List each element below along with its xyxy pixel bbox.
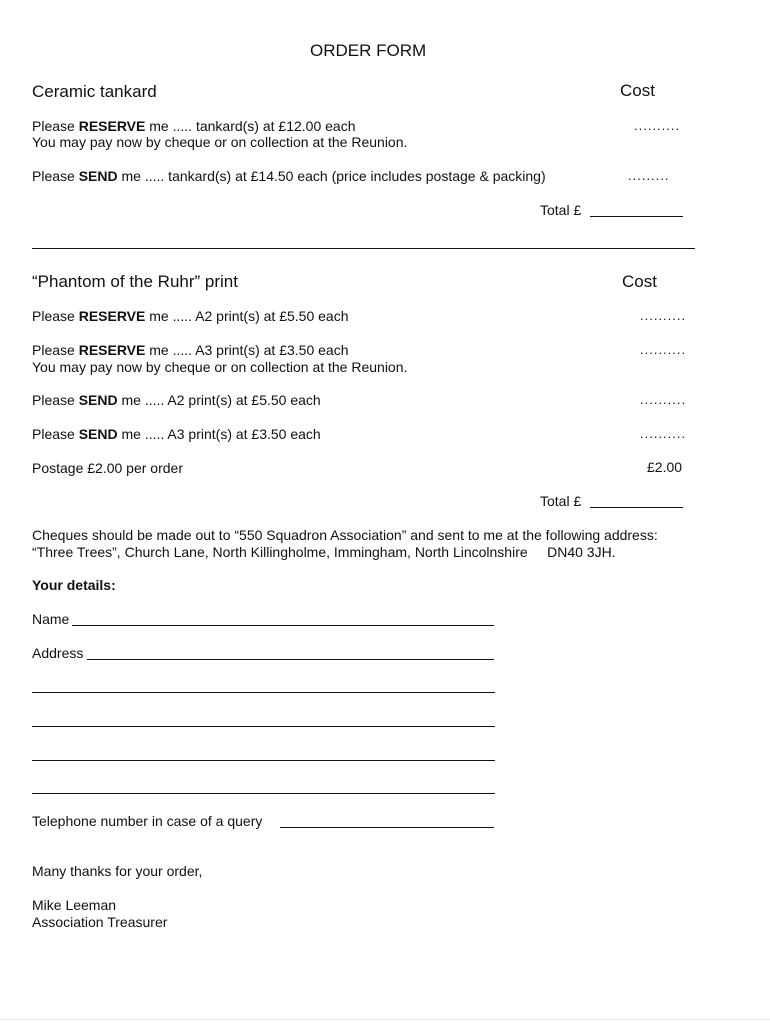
page-edge	[0, 1019, 770, 1020]
tankard-reserve-cost-field[interactable]: ..........	[634, 118, 681, 133]
tankard-send-pre: Please	[32, 168, 79, 184]
print-send-a3-line	[32, 426, 321, 443]
cheques-address: “Three Trees”, Church Lane, North Killingholme, Immingham, North Lincolnshire DN40 3JH.	[32, 544, 616, 560]
address-field[interactable]	[87, 659, 494, 660]
signatory-role: Association Treasurer	[32, 914, 168, 930]
print-send-a2-line	[32, 392, 321, 409]
tankard-send-line	[32, 168, 546, 185]
postage-cost: £2.00	[647, 459, 683, 475]
print-reserve-a2-cost-field[interactable]: ..........	[640, 308, 687, 323]
print-send-a2-post: me ..... A2 print(s) at £5.50 each	[117, 392, 321, 408]
print-send-a3-pre: Please	[32, 426, 79, 442]
print-reserve-a2-pre: Please	[32, 308, 79, 324]
address-line-2[interactable]	[32, 692, 495, 693]
tankard-reserve-pre: Please	[32, 118, 79, 134]
tankard-cost-header: Cost	[620, 81, 655, 100]
cheques-instruction: Cheques should be made out to “550 Squadron Association” and sent to me at the following address:	[32, 527, 658, 543]
name-field[interactable]	[72, 625, 494, 626]
print-total-label: Total £	[540, 493, 582, 509]
tankard-send-cost-field[interactable]: .........	[628, 168, 670, 183]
print-reserve-a3-post: me ..... A3 print(s) at £3.50 each	[145, 342, 349, 358]
details-heading	[32, 577, 116, 594]
tankard-reserve-line	[32, 118, 355, 135]
closing-thanks: Many thanks for your order,	[32, 863, 203, 879]
postage-label: Postage £2.00 per order	[32, 460, 183, 476]
print-send-a3-post: me ..... A3 print(s) at £3.50 each	[117, 426, 321, 442]
phone-label: Telephone number in case of a query	[32, 813, 263, 829]
signatory-name: Mike Leeman	[32, 897, 117, 913]
print-reserve-a3-line	[32, 342, 348, 359]
address-line-5[interactable]	[32, 793, 495, 794]
print-send-a2-pre: Please	[32, 392, 79, 408]
print-reserve-a3-keyword: RESERVE	[78, 342, 146, 358]
print-reserve-a3-cost-field[interactable]: ..........	[640, 342, 687, 357]
page-title: ORDER FORM	[310, 41, 427, 60]
details-heading-text: Your details:	[32, 577, 116, 593]
print-reserve-a3-note: You may pay now by cheque or on collection at the Reunion.	[32, 359, 408, 375]
tankard-send-post: me ..... tankard(s) at £14.50 each (price includes postage & packing)	[117, 168, 546, 184]
print-heading: “Phantom of the Ruhr” print	[32, 272, 238, 291]
print-cost-header: Cost	[622, 272, 657, 291]
tankard-total-field[interactable]	[590, 216, 683, 217]
section-divider	[32, 248, 695, 249]
tankard-send-keyword: SEND	[78, 168, 118, 184]
tankard-total-label: Total £	[540, 202, 582, 218]
print-reserve-a2-line	[32, 308, 348, 325]
tankard-heading: Ceramic tankard	[32, 82, 157, 101]
print-reserve-a3-pre: Please	[32, 342, 79, 358]
address-line-4[interactable]	[32, 760, 495, 761]
print-reserve-a2-keyword: RESERVE	[78, 308, 146, 324]
print-send-a2-keyword: SEND	[78, 392, 118, 408]
tankard-reserve-post: me ..... tankard(s) at £12.00 each	[145, 118, 356, 134]
print-reserve-a2-post: me ..... A2 print(s) at £5.50 each	[145, 308, 349, 324]
print-total-field[interactable]	[590, 507, 683, 508]
tankard-reserve-note: You may pay now by cheque or on collection at the Reunion.	[32, 134, 408, 150]
address-line-3[interactable]	[32, 726, 495, 727]
address-label: Address	[32, 645, 84, 661]
phone-field[interactable]	[280, 827, 494, 828]
print-send-a3-cost-field[interactable]: ..........	[640, 426, 687, 441]
print-send-a2-cost-field[interactable]: ..........	[640, 392, 687, 407]
tankard-reserve-keyword: RESERVE	[78, 118, 146, 134]
name-label: Name	[32, 611, 70, 627]
print-send-a3-keyword: SEND	[78, 426, 118, 442]
